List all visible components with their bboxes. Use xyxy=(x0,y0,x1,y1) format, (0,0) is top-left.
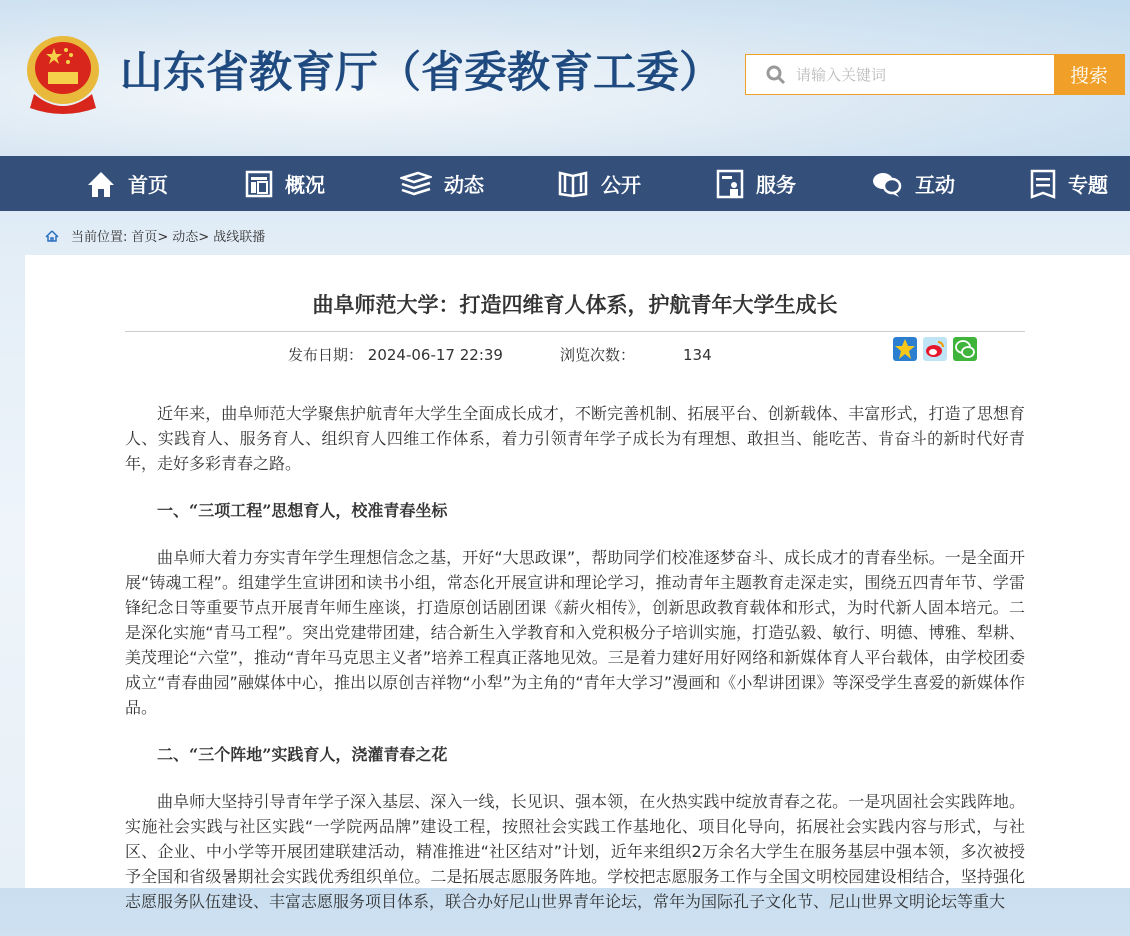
nav-label: 专题 xyxy=(1068,173,1108,197)
nav-overview[interactable] xyxy=(245,156,325,211)
nav-news[interactable] xyxy=(400,156,484,211)
search-button[interactable]: 搜索 xyxy=(1054,55,1124,94)
article-title: 曲阜师范大学：打造四维育人体系，护航青年大学生成长 xyxy=(312,293,838,317)
nav-service[interactable] xyxy=(716,156,796,211)
breadcrumb xyxy=(45,226,269,245)
search-input[interactable] xyxy=(746,55,1054,94)
article-container xyxy=(25,255,1130,911)
paragraph: 曲阜师大着力夯实青年学生理想信念之基，开好“大思政课”，帮助同学们校准逐梦奋斗、成长成才的青春坐标。一是全面开展“铸魂工程”。组建学生宣讲团和读书小组，常态化开展宣讲和理论学习，推动青年主题教育走深走实，围绕五四青年节、学雷锋纪念日等重要节点开展青年师生座谈，打造原创话剧团课《薪火相传》，创新思政教育载体和形式，为时代新人固本培元。二是深化实施“青马工程”。突出党建带团建，结合新生入学教育和入党积极分子培训实施，打造弘毅、敏行、明德、博雅、犁耕、美茂理论“六堂”，推动“青年马克思主义者”培养工程真正落地见效。三是着力建好用好网络和新媒体育人平台载体，由学校团委成立“青春曲园”融媒体中心，推出以原创吉祥物“小犁”为主角的“青年大学习”漫画和《小犁讲团课》等深受学生喜爱的新媒体作品。 xyxy=(125,548,1025,717)
home-icon xyxy=(45,230,59,242)
topic-icon xyxy=(1030,169,1056,199)
divider xyxy=(125,331,1025,332)
chat-icon xyxy=(871,170,903,198)
search-placeholder: 请输入关键词 xyxy=(796,66,887,84)
header xyxy=(0,0,1130,156)
section-heading: 二、“三个阵地”实践育人，浇灌青春之花 xyxy=(157,745,448,764)
national-emblem-logo xyxy=(24,34,102,114)
share-qzone-icon[interactable] xyxy=(893,337,917,361)
share-wechat-icon[interactable] xyxy=(953,337,977,361)
nav-public[interactable] xyxy=(557,156,641,211)
date-label: 发布日期： xyxy=(288,346,364,364)
article-body xyxy=(125,401,1025,936)
paragraph: 曲阜师大坚持引导青年学子深入基层、深入一线，长见识、强本领，在火热实践中绽放青春之花。一是巩固社会实践阵地。实施社会实践与社区实践“一学院两品牌”建设工程，按照社会实践工作基地化、项目化导向，拓展社会实践内容与形式，与社区、企业、中小学等开展团建联建活动，精准推进“社区结对”计划，近年来组织2万余名大学生在服务基层中强本领，多次被授予全国和省级暑期社会实践优秀组织单位。二是拓展志愿服务阵地。学校把志愿服务工作与全国文明校园建设相结合，坚持强化志愿服务队伍建设、丰富志愿服务项目体系，联合办好尼山世界青年论坛，常年为国际孔子文化节、尼山世界文明论坛等重大 xyxy=(125,792,1025,911)
views-label: 浏览次数： xyxy=(560,346,636,364)
breadcrumb-prefix: 当前位置: xyxy=(71,230,128,245)
nav-label: 公开 xyxy=(601,173,641,197)
nav-interact[interactable] xyxy=(871,156,955,211)
nav-label: 动态 xyxy=(444,173,484,197)
paragraph: 近年来，曲阜师范大学聚焦护航青年大学生全面成长成才，不断完善机制、拓展平台、创新载体、丰富形式，打造了思想育人、实践育人、服务育人、组织育人四维工作体系，着力引领青年学子成长为有理想、敢担当、能吃苦、肯奋斗的新时代好青年，走好多彩青春之路。 xyxy=(125,404,1025,473)
nav-label: 首页 xyxy=(128,173,168,197)
date-value: 2024-06-17 22:39 xyxy=(367,346,503,364)
overview-icon xyxy=(245,170,273,198)
breadcrumb-home[interactable]: 首页> xyxy=(131,230,169,245)
service-icon xyxy=(716,169,744,199)
nav-label: 概况 xyxy=(285,173,325,197)
nav-topics[interactable] xyxy=(1030,156,1108,211)
site-title: 山东省教育厅（省委教育工委） xyxy=(120,48,722,98)
nav-label: 互动 xyxy=(915,173,955,197)
nav-label: 服务 xyxy=(756,173,796,197)
breadcrumb-news[interactable]: 动态> xyxy=(172,230,210,245)
search-icon xyxy=(766,65,786,85)
view-count xyxy=(560,344,712,365)
views-value: 134 xyxy=(683,346,712,364)
share-weibo-icon[interactable] xyxy=(923,337,947,361)
breadcrumb-current[interactable]: 战线联播 xyxy=(213,230,266,245)
publish-date xyxy=(288,344,503,365)
books-icon xyxy=(400,170,432,198)
search-bar xyxy=(745,54,1125,95)
home-icon xyxy=(86,170,116,198)
open-book-icon xyxy=(557,170,589,198)
main-nav xyxy=(0,156,1130,211)
nav-home[interactable] xyxy=(86,156,168,211)
section-heading: 一、“三项工程”思想育人，校准青春坐标 xyxy=(157,501,448,520)
